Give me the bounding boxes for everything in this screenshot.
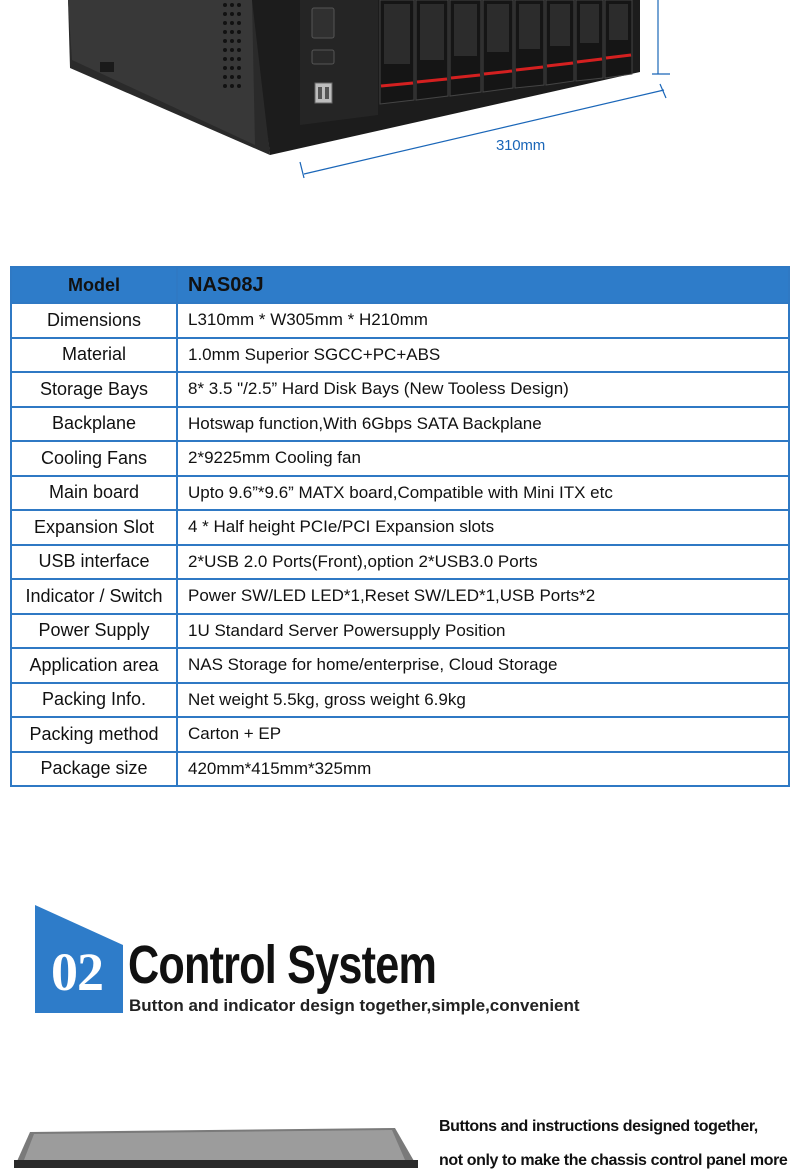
description-line-1: Buttons and instructions designed together,	[439, 1118, 758, 1135]
spec-key: Storage Bays	[11, 372, 177, 407]
spec-value: 420mm*415mm*325mm	[177, 752, 789, 787]
spec-row	[11, 303, 789, 338]
spec-value: Upto 9.6”*9.6” MATX board,Compatible with Mini ITX etc	[177, 476, 789, 511]
spec-value: Hotswap function,With 6Gbps SATA Backplane	[177, 407, 789, 442]
spec-key: USB interface	[11, 545, 177, 580]
spec-key: Packing Info.	[11, 683, 177, 718]
spec-value: NAS Storage for home/enterprise, Cloud Storage	[177, 648, 789, 683]
spec-header-key: Model	[11, 267, 177, 303]
spec-row	[11, 407, 789, 442]
description-line-2: not only to make the chassis control panel more	[439, 1152, 788, 1169]
spec-key: Material	[11, 338, 177, 373]
spec-value: 8* 3.5 "/2.5” Hard Disk Bays (New Tooless Design)	[177, 372, 789, 407]
spec-row	[11, 648, 789, 683]
spec-key: Application area	[11, 648, 177, 683]
spec-row	[11, 717, 789, 752]
spec-row	[11, 752, 789, 787]
spec-key: Power Supply	[11, 614, 177, 649]
spec-value: 1.0mm Superior SGCC+PC+ABS	[177, 338, 789, 373]
spec-row	[11, 476, 789, 511]
spec-row	[11, 338, 789, 373]
spec-value: 1U Standard Server Powersupply Position	[177, 614, 789, 649]
spec-header-row	[11, 267, 789, 303]
spec-value: Power SW/LED LED*1,Reset SW/LED*1,USB Ports*2	[177, 579, 789, 614]
spec-row	[11, 441, 789, 476]
dimension-label: 310mm	[496, 137, 546, 154]
spec-table	[10, 266, 790, 787]
spec-key: Backplane	[11, 407, 177, 442]
spec-row	[11, 510, 789, 545]
section-title: Control System	[128, 935, 437, 995]
spec-key: Dimensions	[11, 303, 177, 338]
spec-row	[11, 683, 789, 718]
spec-key: Main board	[11, 476, 177, 511]
spec-value: 2*9225mm Cooling fan	[177, 441, 789, 476]
spec-value: Net weight 5.5kg, gross weight 6.9kg	[177, 683, 789, 718]
section-subtitle: Button and indicator design together,simple,convenient	[129, 996, 580, 1015]
spec-key: Packing method	[11, 717, 177, 752]
spec-value: 2*USB 2.0 Ports(Front),option 2*USB3.0 Ports	[177, 545, 789, 580]
spec-key: Cooling Fans	[11, 441, 177, 476]
product-photo	[0, 0, 800, 200]
spec-value: 4 * Half height PCIe/PCI Expansion slots	[177, 510, 789, 545]
spec-row	[11, 372, 789, 407]
spec-key: Expansion Slot	[11, 510, 177, 545]
spec-key: Package size	[11, 752, 177, 787]
spec-key: Indicator / Switch	[11, 579, 177, 614]
section-number: 02	[51, 942, 103, 1002]
spec-row	[11, 579, 789, 614]
spec-value: L310mm * W305mm * H210mm	[177, 303, 789, 338]
chassis-top-image	[0, 1120, 420, 1168]
spec-row	[11, 614, 789, 649]
spec-header-value: NAS08J	[177, 267, 789, 303]
spec-row	[11, 545, 789, 580]
spec-value: Carton + EP	[177, 717, 789, 752]
